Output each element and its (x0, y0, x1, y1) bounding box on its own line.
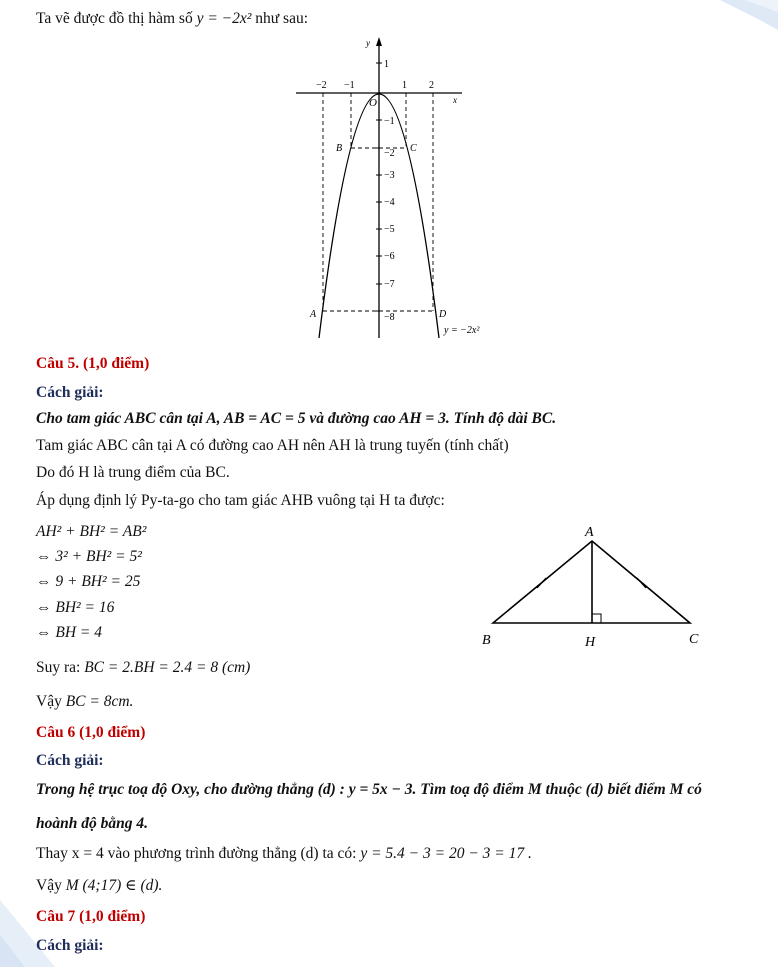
y-axis-arrow-icon (376, 37, 382, 46)
point-label-d: D (439, 309, 447, 320)
q7-method: Cách giải: (36, 937, 104, 954)
q5-equation-4: ⇔ BH² = 16 (36, 599, 115, 616)
tick-mark-ab (537, 578, 546, 588)
y-axis-label: y (366, 38, 370, 48)
y-tick-label: 1 (384, 59, 389, 70)
q6-line-1 (36, 845, 532, 863)
q6-problem-line-2: hoành độ bằng 4. (36, 815, 148, 832)
q6-method: Cách giải: (36, 752, 104, 769)
q6-problem-line-1: Trong hệ trục toạ độ Oxy, cho đường thẳng (d) : y = 5x − 3. Tìm toạ độ điểm M thuộc (d) biết điểm M có (36, 781, 702, 798)
y-tick-label: −5 (384, 224, 395, 235)
point-label-c: C (410, 143, 417, 154)
q5-equation-5: ⇔ BH = 4 (36, 624, 102, 641)
right-angle-mark (592, 614, 601, 623)
x-axis-label: x (453, 95, 457, 105)
q5-line-1: Tam giác ABC cân tại A có đường cao AH nên AH là trung tuyến (tính chất) (36, 437, 509, 454)
q5-result-line (36, 693, 133, 711)
y-tick-label: −3 (384, 170, 395, 181)
q6-result-line (36, 876, 162, 895)
intro-text: Ta vẽ được đồ thị hàm số (36, 10, 193, 27)
origin-label: O (369, 97, 377, 109)
x-tick-label: −1 (344, 80, 355, 91)
q5-equation-1: AH² + BH² = AB² (36, 523, 147, 540)
y-tick-label: −8 (384, 312, 395, 323)
y-tick-label: −2 (384, 148, 395, 159)
q6-vay: Vậy (36, 877, 62, 894)
intro-formula: y = −2x² (196, 10, 252, 27)
point-label-a: A (310, 309, 317, 320)
intro-line (36, 10, 308, 28)
corner-decoration-top (700, 0, 778, 40)
q5-bc-calc: BC = 2.BH = 2.4 = 8 (cm) (84, 659, 251, 676)
q6-result: M (4;17) ∈ (d). (65, 877, 163, 894)
q6-substitution-text: Thay x = 4 vào phương trình đường thẳng (d) ta có: (36, 845, 357, 862)
q5-suy-ra: Suy ra: (36, 659, 81, 676)
q5-method: Cách giải: (36, 384, 104, 401)
x-tick-label: 2 (429, 80, 434, 91)
q5-line-2: Do đó H là trung điểm của BC. (36, 464, 230, 481)
q6-substitution-math: y = 5.4 − 3 = 20 − 3 = 17 . (360, 845, 532, 862)
y-tick-label: −6 (384, 251, 395, 262)
parabola-graph (290, 32, 520, 342)
intro-suffix: như sau: (255, 10, 309, 27)
q5-equation-2: ⇔ 3² + BH² = 5² (36, 548, 142, 565)
q5-bc-result: BC = 8cm. (65, 693, 134, 710)
vertex-label-c: C (689, 632, 699, 647)
vertex-label-h: H (585, 635, 596, 650)
triangle-figure (478, 518, 708, 653)
tick-mark-ac (637, 578, 646, 588)
x-tick-label: 1 (402, 80, 407, 91)
y-tick-label: −1 (384, 116, 395, 127)
q5-line-3: Áp dụng định lý Py-ta-go cho tam giác AHB vuông tại H ta được: (36, 492, 445, 509)
q5-vay: Vậy (36, 693, 62, 710)
q5-equation-3: ⇔ 9 + BH² = 25 (36, 573, 141, 590)
point-label-b: B (336, 143, 343, 154)
y-tick-label: −4 (384, 197, 395, 208)
y-tick-label: −7 (384, 279, 395, 290)
q6-heading: Câu 6 (1,0 điểm) (36, 724, 146, 741)
q5-problem: Cho tam giác ABC cân tại A, AB = AC = 5 và đường cao AH = 3. Tính độ dài BC. (36, 410, 557, 427)
curve-label: y = −2x² (444, 325, 480, 336)
q5-heading: Câu 5. (1,0 điểm) (36, 355, 150, 372)
q5-conclusion-line (36, 659, 250, 677)
vertex-label-a: A (585, 525, 594, 540)
q7-heading: Câu 7 (1,0 điểm) (36, 908, 146, 925)
x-tick-label: −2 (316, 80, 327, 91)
vertex-label-b: B (482, 633, 491, 648)
